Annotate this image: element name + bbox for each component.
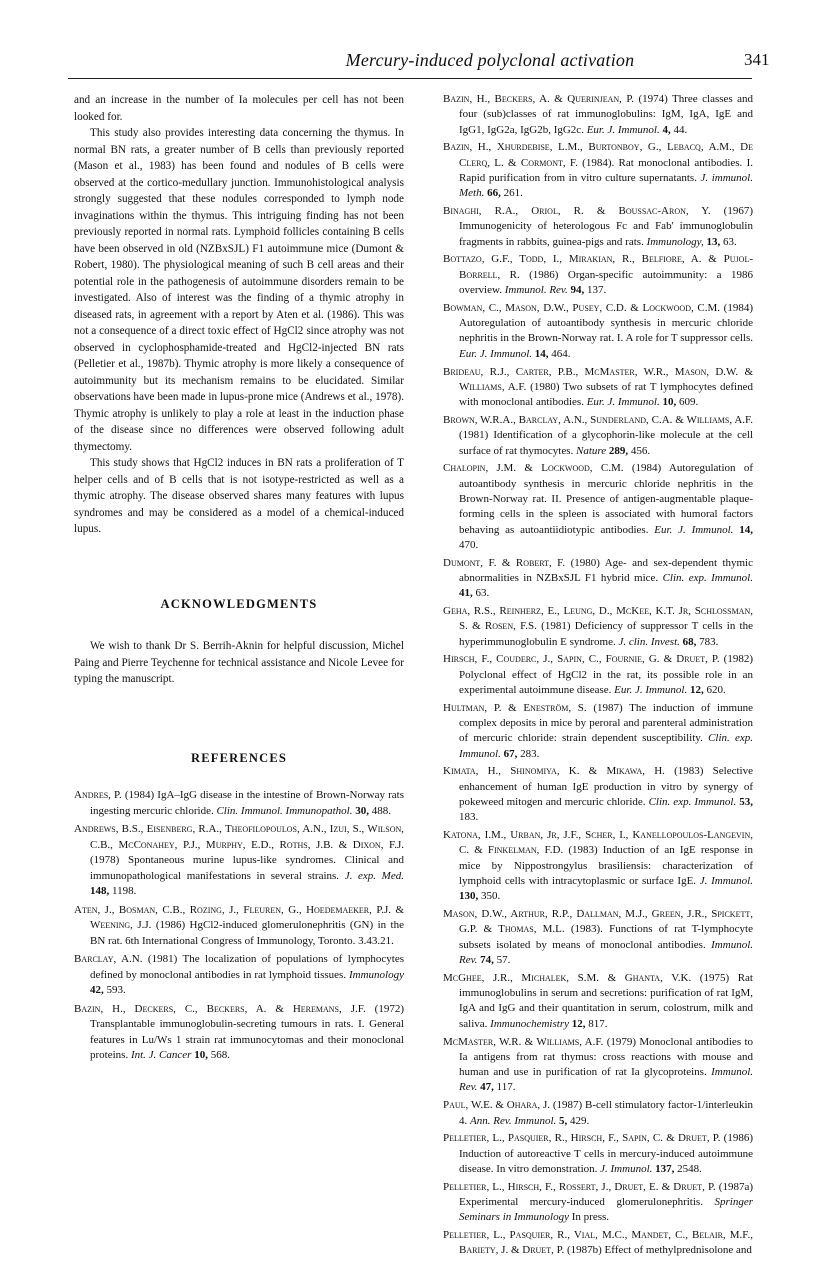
reference-rest: (1986) Induction of autoreactive T cells in mercury-induced autoimmune disease. In vitro demonstration. — [459, 1132, 754, 1175]
reference-entry — [443, 140, 753, 201]
reference-entry — [443, 413, 753, 459]
reference-journal: J. Immunol. — [699, 875, 753, 888]
reference-journal: Clin. exp. Immunol. — [662, 571, 753, 584]
reference-authors: Binaghi, R.A., Oriol, R. & Boussac-Aron, Y. — [443, 205, 711, 218]
reference-entry — [443, 556, 753, 602]
reference-pages: 117. — [493, 1081, 516, 1094]
body-paragraph: and an increase in the number of Ia molecules per cell has not been looked for. — [74, 94, 404, 123]
reference-journal: Eur. J. Immunol. — [654, 523, 734, 536]
reference-volume: 14, — [532, 347, 549, 360]
references-heading: REFERENCES — [190, 750, 288, 765]
reference-journal: Eur. J. Immunol. — [586, 396, 660, 409]
reference-volume: 66, — [484, 187, 501, 200]
reference-pages: 817. — [585, 1017, 608, 1030]
reference-authors: Pelletier, L., Pasquier, R., Hirsch, F., Sapin, C. & Druet, P. — [443, 1132, 721, 1145]
reference-rest: (1986) HgCl2-induced glomerulonephritis (GN) in the BN rat. 6th International Congress of Immunology, Toronto. 3.43.21. — [90, 919, 404, 947]
reference-rest: (1980) Two subsets of rat T lymphocytes defined with monoclonal antibodies. — [459, 380, 753, 409]
reference-journal: J. immunol. Meth. — [459, 171, 753, 200]
reference-entry — [443, 1180, 753, 1226]
reference-volume: 14, — [733, 523, 753, 536]
reference-journal: Ann. Rev. Immunol. — [470, 1114, 557, 1127]
reference-volume: 13, — [703, 235, 721, 248]
reference-pages: 609. — [676, 396, 699, 409]
reference-journal: Eur. J. Immunol. — [459, 347, 533, 360]
reference-entry — [443, 907, 753, 968]
reference-entry — [74, 788, 404, 819]
reference-rest: (1981) The localization of populations of lymphocytes defined by monoclonal antibodies in rat lymphoid tissues. — [90, 953, 404, 981]
reference-entry — [443, 204, 753, 250]
reference-rest: (1984). Rat monoclonal antibodies. I. Rapid purification from in vitro culture supernatants. — [459, 156, 753, 184]
reference-journal: Eur. J. Immunol. — [586, 123, 660, 136]
reference-rest: (1987a) Experimental mercury-induced glomerulonephritis. — [459, 1180, 753, 1208]
acknowledgments-text: We wish to thank Dr S. Berrih-Aknin for helpful discussion, Michel Paing and Pierre Teychenne for technical assistance and Nicole Levee for typing the manuscript. — [74, 640, 404, 685]
reference-volume: 42, — [90, 984, 104, 996]
reference-journal: Immunol. Rev. — [459, 1066, 753, 1094]
reference-volume: 74, — [477, 954, 494, 967]
page-number: 341 — [744, 50, 770, 69]
reference-journal: J. Immunol. — [600, 1162, 653, 1175]
reference-volume: 94, — [567, 284, 585, 297]
reference-journal: J. exp. Med. — [344, 869, 404, 882]
header-rule — [68, 78, 752, 79]
body-paragraph: This study shows that HgCl2 induces in BN rats a proliferation of T helper cells and of B cells that is not isotype-restricted as well as a thymic atrophy. The disease observed shares many features with lupus syndromes and may be considered as a model of a chemical-induced lupus. — [74, 457, 404, 535]
reference-journal: Clin. exp. Immunol. — [648, 796, 737, 809]
reference-pages: 63. — [472, 587, 490, 600]
reference-pages: 57. — [493, 954, 511, 967]
reference-authors: Geha, R.S., Reinherz, E., Leung, D., McKee, K.T. Jr, Schlossman, S. & Rosen, F.S. — [443, 605, 753, 633]
reference-pages: 350. — [478, 890, 501, 903]
reference-journal: Immunochemistry — [490, 1017, 569, 1030]
reference-volume: 10, — [191, 1049, 208, 1061]
reference-entry — [443, 764, 753, 825]
reference-entry — [443, 1098, 753, 1129]
reference-rest: (1986) Organ-specific autoimmunity: a 1986 overview. — [459, 268, 753, 297]
reference-pages: 593. — [103, 984, 126, 996]
reference-journal: Immunol. Rev. — [504, 284, 568, 297]
reference-volume: 137, — [652, 1162, 675, 1175]
reference-rest: (1983) Induction of an IgE response in mice by Nippostrongylus brasiliensis: characterization of lymphoid cells with intracytoplasmic or surface IgE. — [459, 844, 753, 888]
reference-pages: 183. — [459, 811, 479, 824]
reference-pages: 470. — [459, 538, 479, 551]
reference-rest: (1972) Transplantable immunoglobulin-secreting tumours in rats. I. General features in Lu/Ws 1 strain rat immunocytomas and their monoclonal proteins. — [90, 1002, 405, 1061]
reference-volume: 67, — [500, 747, 518, 760]
reference-authors: Aten, J., Bosman, C.B., Rozing, J., Fleuren, G., Hoedemaeker, P.J. & Weening, J.J. — [74, 903, 404, 931]
reference-entry — [443, 252, 753, 298]
reference-authors: Bazin, H., Deckers, C., Beckers, A. & Heremans, J.F. — [74, 1002, 366, 1015]
reference-authors: Bazin, H., Beckers, A. & Querinjean, P. — [443, 93, 635, 105]
reference-rest: (1984) Autoregulation of autoantibody synthesis in mercuric chloride nephritis in the Brown-Norway rat. I. A role for T suppressor cells. — [459, 301, 753, 345]
reference-entry — [74, 822, 404, 900]
running-title: Mercury-induced polyclonal activation — [345, 50, 635, 70]
reference-authors: Bottazo, G.F., Todd, I., Mirakian, R., Belfiore, A. & Pujol-Borrell, R. — [443, 253, 753, 281]
reference-volume: 148, — [90, 885, 110, 897]
reference-volume: 41, — [459, 587, 473, 600]
reference-authors: Katona, I.M., Urban, Jr, J.F., Scher, I., Kanellopoulos-Langevin, C. & Finkelman, F.D. — [443, 829, 753, 857]
reference-authors: Chalopin, J.M. & Lockwood, C.M. — [443, 462, 624, 475]
reference-entry — [443, 301, 753, 362]
left-column — [74, 92, 404, 1067]
reference-rest: (1984) IgA–IgG disease in the intestine of Brown-Norway rats ingesting mercuric chloride. — [90, 789, 404, 817]
reference-authors: Bowman, C., Mason, D.W., Pusey, C.D. & Lockwood, C.M. — [443, 301, 721, 314]
reference-pages: 429. — [567, 1114, 590, 1127]
reference-entry — [443, 652, 753, 698]
reference-pages: 464. — [548, 347, 571, 360]
reference-authors: Brideau, R.J., Carter, P.B., McMaster, W.R., Mason, D.W. & Williams, A.F. — [443, 365, 753, 393]
reference-journal: J. clin. Invest. — [618, 635, 680, 648]
reference-volume: 289, — [606, 444, 629, 457]
reference-authors: Pelletier, L., Hirsch, F., Rossert, J., Druet, E. & Druet, P. — [443, 1180, 716, 1193]
reference-journal: Immunology, — [646, 235, 704, 248]
reference-journal: Clin. Immunol. Immunopathol. — [216, 804, 353, 817]
reference-pages: 137. — [584, 284, 607, 297]
reference-pages: 456. — [628, 444, 651, 457]
reference-volume: 68, — [679, 635, 697, 648]
reference-journal: Nature — [575, 444, 607, 457]
reference-pages: 261. — [500, 187, 523, 200]
reference-pages: 1198. — [109, 885, 137, 897]
reference-journal: Immunol. Rev. — [459, 938, 753, 967]
reference-pages: 44. — [670, 123, 688, 136]
reference-authors: Pelletier, L., Pasquier, R., Vial, M.C., Mandet, C., Belair, M.F., Bariety, J. & Druet, P. — [443, 1229, 753, 1257]
reference-volume: 130, — [459, 890, 479, 903]
running-head — [0, 40, 816, 80]
reference-authors: Hirsch, F., Couderc, J., Sapin, C., Fournie, G. & Druet, P. — [443, 653, 720, 666]
reference-entry — [74, 903, 404, 950]
reference-pages: 2548. — [674, 1162, 702, 1175]
reference-entry — [443, 701, 753, 762]
reference-pages: 568. — [207, 1049, 230, 1061]
reference-pages: 783. — [696, 635, 719, 648]
reference-authors: Andrews, B.S., Eisenberg, R.A., Theofilopoulos, A.N., Izui, S., Wilson, C.B., McConahey, P.J., Murphy, E.D., Roths, J.B. & Dixon, F.J. — [74, 823, 404, 851]
acknowledgments-heading: ACKNOWLEDGMENTS — [160, 596, 318, 611]
reference-rest: (1987) B-cell stimulatory factor-1/interleukin 4. — [459, 1099, 754, 1127]
reference-pages: 620. — [703, 683, 726, 696]
references-list-left — [74, 788, 404, 1064]
reference-journal: Eur. J. Immunol. — [614, 683, 688, 696]
reference-authors: Mason, D.W., Arthur, R.P., Dallman, M.J., Green, J.R., Spickett, G.P. & Thomas, M.L. — [443, 908, 753, 936]
reference-volume: 10, — [659, 396, 677, 409]
references-list-right — [443, 92, 753, 1259]
reference-rest: (1987) The induction of immune complex deposits in mice by peroral and parenteral administration of mercuric chloride: strain dependent susceptibility. — [459, 701, 753, 745]
reference-authors: Barclay, A.N. — [74, 953, 143, 965]
reference-authors: Hultman, P. & Eneström, S. — [443, 701, 587, 714]
reference-authors: Andres, P. — [74, 789, 122, 801]
reference-pages: 488. — [368, 804, 391, 817]
reference-rest: (1982) Polyclonal effect of HgCl2 in the rat, its possible role in an experimental autoimmune disease. — [459, 653, 753, 696]
reference-rest: (1978) Spontaneous murine lupus-like syndromes. Clinical and immunopathological manifestations in several strains. — [90, 854, 404, 882]
reference-journal: Springer Seminars in Immunology — [459, 1195, 753, 1224]
reference-volume: 47, — [477, 1081, 494, 1094]
reference-entry — [443, 971, 753, 1032]
reference-volume: 53, — [736, 796, 754, 809]
reference-entry — [443, 1131, 753, 1177]
reference-rest: (1981) Identification of a glycophorin-like molecule at the cell surface of rat thymocytes. — [459, 429, 753, 457]
reference-authors: Kimata, H., Shinomiya, K. & Mikawa, H. — [443, 765, 665, 778]
reference-entry — [443, 1035, 753, 1096]
reference-authors: Dumont, F. & Robert, F. — [443, 556, 566, 569]
right-column — [443, 92, 753, 1261]
reference-rest: (1983) Selective enhancement of human IgE production in vitro by synergy of pokeweed mitogen and mercuric chloride. — [459, 765, 753, 809]
reference-rest: (1979) Monoclonal antibodies to Ia antigens from rat thymus: cross reactions with mouse and human and use in purification of rat Ia glycoproteins. — [459, 1035, 753, 1079]
reference-rest: (1967) Immunogenicity of heterologous Fc and Fab' immunoglobulin fragments in rabbits, guinea-pigs and rats. — [459, 205, 754, 248]
reference-rest: (1984) Autoregulation of autoantibody synthesis in mercuric chloride nephritis in the Brown-Norway rat. II. Presence of antigen-augmentable plaque-forming cells in the spleen is associated with humoral factors behaving as autoantiidiotypic antibodies. — [459, 462, 753, 536]
reference-pages: In press. — [569, 1211, 610, 1224]
reference-rest: (1980) Age- and sex-dependent thymic abnormalities in NZBxSJL F1 hybrid mice. — [459, 556, 753, 584]
reference-journal: Clin. exp. Immunol. — [459, 732, 754, 760]
reference-authors: Paul, W.E. & Ohara, J. — [443, 1099, 551, 1112]
reference-entry — [443, 828, 753, 904]
reference-entry — [74, 952, 404, 999]
reference-entry — [443, 604, 753, 650]
reference-rest: (1974) Three classes and four (sub)classes of rat immunoglobulins: IgM, IgA, IgE and IgG1, IgG2a, IgG2b, IgG2c. — [459, 93, 753, 136]
reference-authors: Brown, W.R.A., Barclay, A.N., Sunderland, C.A. & Williams, A.F. — [443, 413, 753, 426]
reference-volume: 4, — [659, 123, 671, 136]
reference-rest: (1983). Functions of rat T-lymphocyte subsets isolated by means of monoclonal antibodies. — [459, 923, 753, 951]
reference-pages: 283. — [517, 747, 540, 760]
reference-journal: Int. J. Cancer — [130, 1049, 192, 1061]
reference-pages: 63. — [720, 235, 737, 248]
reference-entry — [443, 365, 753, 411]
body-paragraph: This study also provides interesting data concerning the thymus. In normal BN rats, a greater number of B cells than previously reported (Mason et al., 1983) has been found and nodules of B cells were observed at the cortico-medullary junction. Immunohistological analysis strongly suggested that these nodules corresponded to lymph node invaginations within the thymus. This intriguing finding has not been previously reported in normal rats. Lymphoid follicles containing B cells have been observed in old (NZBxSJL) F1 autoimmune mice (Dumont & Robert, 1980). The physiological meaning of such B cell areas and their potential role in the pathogenesis of autoimmune disorders remain to be investigated. Also of interest was the finding of a thymic atrophy in diseased rats, in agreement with a report by Aten et al. (1986). This was not a consequence of a direct toxic effect of HgCl2 since atrophy was not observed in cyclophosphamide-treated and HgCl2-injected BN rats (Pelletier et al., 1987b). Thymic atrophy is more likely a consequence of autoimmunity but its mechanism remains to be elucidated. Similar observations have been made in lupus-prone mice (Andrews et al., 1978). Thymic atrophy is unlikely to play a role at least in the induction phase of the disease since no differences were observed following adult thymectomy. — [74, 127, 404, 453]
reference-rest: (1981) Deficiency of suppressor T cells in the hyperimmunoglobulin E syndrome. — [459, 620, 753, 648]
reference-volume: 12, — [569, 1017, 586, 1030]
reference-entry — [443, 461, 753, 553]
reference-authors: McMaster, W.R. & Williams, A.F. — [443, 1035, 604, 1048]
reference-rest: (1975) Rat immunoglobulins in serum and secretions: purification of rat IgM, IgA and IgG and their quantitation in serum, colostrum, milk and saliva. — [459, 971, 753, 1030]
reference-authors: Bazin, H., Xhurdebise, L.M., Burtonboy, G., Lebacq, A.M., De Clerq, L. & Cormont, F. — [443, 141, 753, 169]
reference-journal: Immunology — [349, 968, 404, 981]
reference-volume: 30, — [352, 804, 369, 817]
reference-entry — [74, 1002, 404, 1064]
reference-entry — [443, 92, 753, 138]
reference-rest: (1987b) Effect of methylprednisolone and — [564, 1244, 752, 1257]
reference-entry — [443, 1228, 753, 1259]
reference-authors: McGhee, J.R., Michalek, S.M. & Ghanta, V.K. — [443, 971, 692, 984]
reference-volume: 12, — [687, 683, 704, 696]
reference-volume: 5, — [556, 1114, 568, 1127]
